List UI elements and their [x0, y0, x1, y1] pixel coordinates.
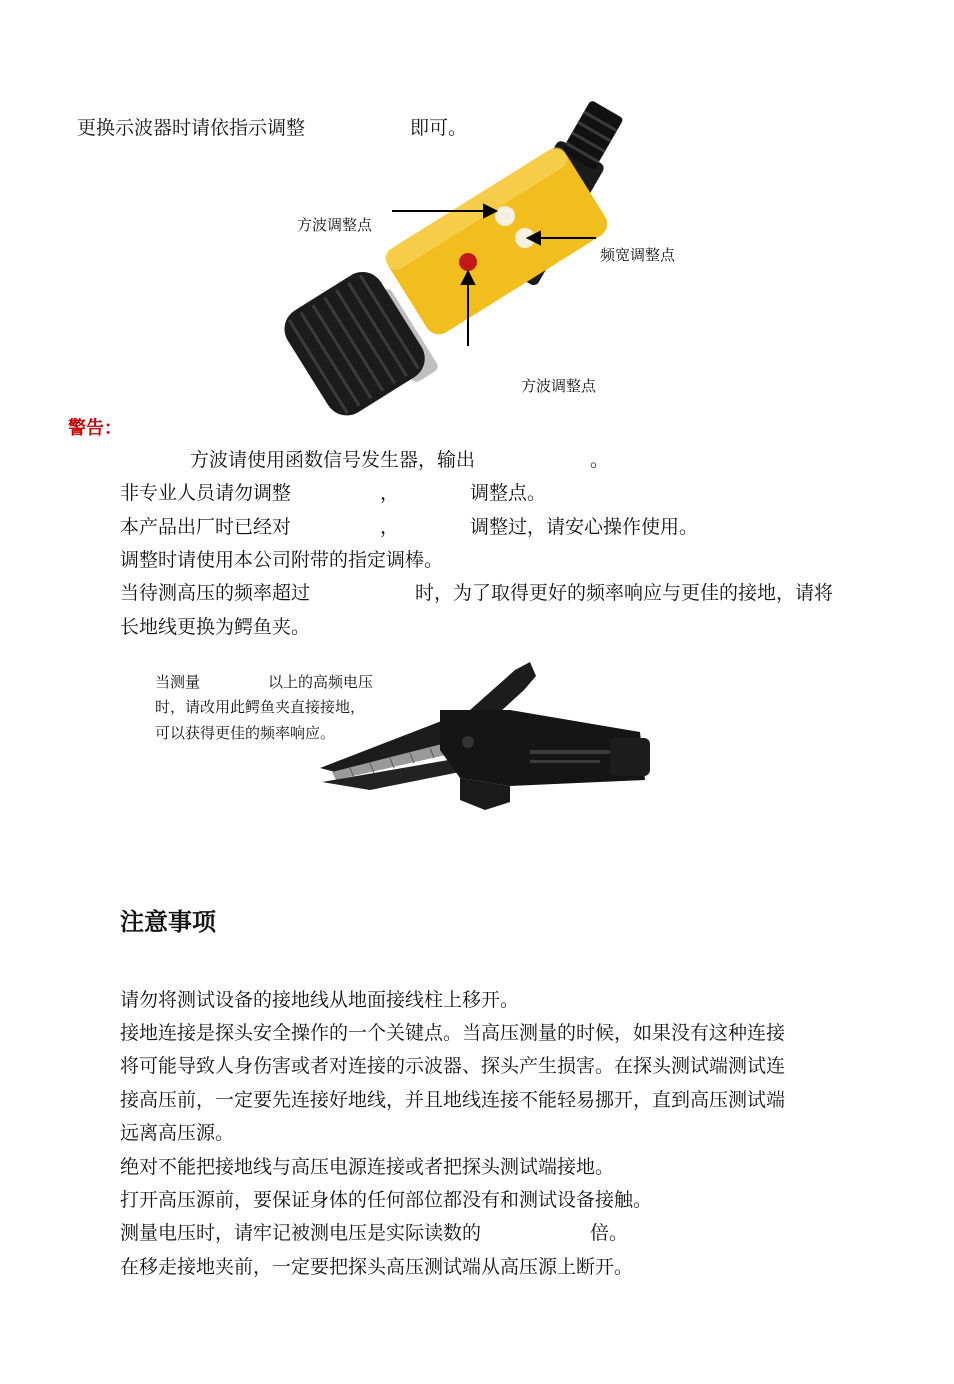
notes-line-7: 打开高压源前，要保证身体的任何部位都没有和测试设备接触。 — [120, 1189, 653, 1211]
notes-line-8a: 测量电压时，请牢记被测电压是实际读数的 — [120, 1222, 482, 1244]
warning-item-3a: 本产品出厂时已经对 — [120, 516, 292, 538]
warning-title: 警告： — [68, 418, 122, 439]
warning-item-3b: ， — [380, 516, 400, 538]
probe-yellow-body — [381, 144, 612, 340]
clip-caption-3: 可以获得更佳的频率响应。 — [155, 724, 336, 742]
notes-line-2: 接地连接是探头安全操作的一个关键点。当高压测量的时候，如果没有这种连接 — [120, 1022, 786, 1044]
notes-heading: 注意事项 — [120, 908, 216, 936]
warning-item-1a: 方波请使用函数信号发生器，输出 — [190, 449, 476, 471]
warning-item-3c: 调整过，请安心操作使用。 — [470, 516, 699, 538]
notes-line-4: 接高压前，一定要先连接好地线，并且地线连接不能轻易挪开，直到高压测试端 — [120, 1089, 786, 1111]
intro-text: 更换示波器时请依指示调整 — [77, 117, 306, 139]
label-bandwidth: 频宽调整点 — [600, 246, 676, 264]
probe-adjuster-figure — [300, 70, 700, 410]
clip-caption-2: 时，请改用此鳄鱼夹直接接地， — [155, 698, 366, 716]
warning-item-6: 长地线更换为鳄鱼夹。 — [120, 616, 311, 638]
warning-item-5b: 时，为了取得更好的频率响应与更佳的接地，请将 — [415, 582, 834, 604]
clip-caption-1b: 以上的高频电压 — [268, 673, 374, 691]
intro-text-end: 即可。 — [410, 117, 468, 139]
square-wave-point-bottom — [459, 253, 477, 271]
warning-item-4: 调整时请使用本公司附带的指定调棒。 — [120, 549, 444, 571]
notes-line-3: 将可能导致人身伤害或者对连接的示波器、探头产生损害。在探头测试端测试连 — [120, 1055, 786, 1077]
clip-caption-1a: 当测量 — [155, 673, 201, 691]
warning-item-2a: 非专业人员请勿调整 — [120, 482, 292, 504]
warning-item-2c: 调整点。 — [470, 482, 547, 504]
notes-line-5: 远离高压源。 — [120, 1122, 235, 1144]
warning-item-1b: 。 — [590, 449, 610, 471]
label-square-wave-bottom: 方波调整点 — [521, 377, 597, 395]
label-square-wave-top: 方波调整点 — [297, 216, 373, 234]
notes-line-9: 在移走接地夹前，一定要把探头高压测试端从高压源上断开。 — [120, 1256, 634, 1278]
warning-item-2b: ， — [380, 482, 400, 504]
notes-line-8b: 倍。 — [590, 1222, 629, 1244]
notes-line-1: 请勿将测试设备的接地线从地面接线柱上移开。 — [120, 989, 520, 1011]
square-wave-point-top — [495, 206, 515, 226]
notes-line-6: 绝对不能把接地线与高压电源连接或者把探头测试端接地。 — [120, 1156, 615, 1178]
warning-item-5a: 当待测高压的频率超过 — [120, 582, 311, 604]
